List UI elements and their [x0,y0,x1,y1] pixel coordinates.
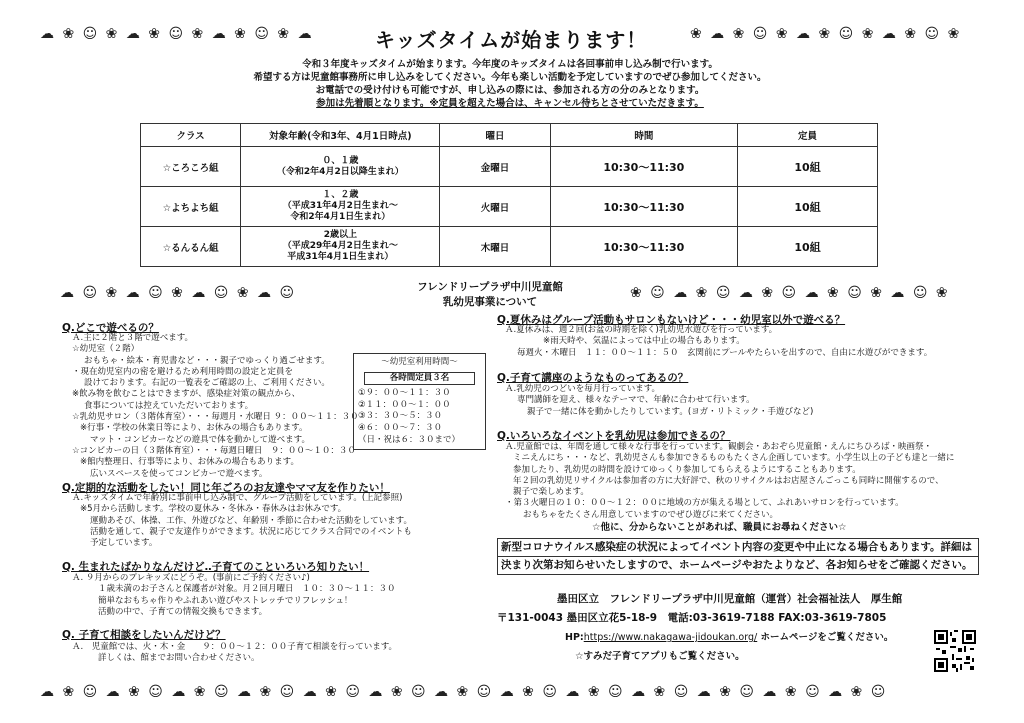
age-line: 平成31年4月1日生まれ） [287,252,394,262]
answer-line: 活動の中で、子育ての情報交換もできます。 [98,606,268,617]
app-line: ☆すみだ子育てアプリもご覧ください。 [575,651,745,662]
decorative-border-bottom: ☁ ❀ ☺ ☁ ❀ ☺ ☁ ❀ ☺ ☁ ❀ ☺ ☁ ❀ ☺ ☁ ❀ ☺ ☁ ❀ ☺ ☁ ❀ ☺ ☁ ❀ ☺ ☁ ❀ ☺ ☁ ❀ ☺ ☁ ❀ ☺ ☁ ❀ ☺ [40,684,888,700]
faq-answer [72,333,359,480]
faq-answer [505,384,813,418]
answer-line: 設けております。右記の一覧表をご確認の上、ご利用ください。 [84,378,330,389]
covid-notice [497,538,979,575]
box-capacity: 各時間定員３名 [364,372,475,386]
intro-line: 希望する方は児童館事務所に申し込みをしてください。今年も楽しい活動を予定していますのでぜひ参加してください。 [253,72,767,83]
table-row [141,227,878,267]
answer-line: Ａ. ９月からのプレキッズにどうぞ。(事前にご予約ください♪) [72,573,310,583]
decorative-border-top-right: ❀ ☁ ❀ ☺ ❀ ☁ ❀ ☺ ❀ ☁ ❀ ☺ ❀ [690,26,962,42]
answer-line: ※館内整理日、行事等により、お休みの場合もあります。 [80,457,299,468]
qr-code-icon[interactable] [934,630,976,672]
answer-line: 運動あそび、体操、工作、外遊びなど、年齢別・季節に合わせた活動をしています。 [90,515,412,526]
table-row [141,187,878,227]
time-slot: （日・祝は６：３０まで） [358,434,461,445]
answer-line: １歳未満のお子さんと保護者が対象。月２回月曜日 １０：３０～１１：３０ [98,584,396,595]
answer-line: 専門講師を迎え、様々なテーマで、年齢に合わせて行います。 [517,395,755,406]
intro-line: 参加は先着順となります。※定員を超えた場合は、キャンセル待ちとさせていただきます。 [316,98,704,109]
faq-question: Q. 生まれたばかりなんだけど‥子育てのこといろいろ知りたい！ [62,561,370,573]
answer-line: Ａ.主に２階と３階で遊べます。 [72,333,194,343]
class-cell: ☆よちよち組 [141,187,241,227]
answer-line: 親子で一緒に体を動かしたりしています。(ヨガ・リトミック・手遊びなど) [527,406,814,417]
intro-line: お電話での受け付けも可能ですが、申し込みの際には、参加される方の分のみとなります。 [315,85,705,96]
faq-question: Q.子育て講座のようなものってあるの？ [497,372,689,384]
age-cell [241,187,440,227]
hp-suffix: ホームページをご覧ください。 [760,632,894,643]
decorative-border-middle-right: ❀ ☺ ☁ ❀ ☺ ☁ ❀ ☺ ☁ ❀ ☺ ❀ ☁ ☺ ❀ [630,285,950,301]
header-capacity: 定員 [738,124,878,147]
answer-line: 参加したり、乳幼児の時間を設けてゆっくり参加してもらえるようにすることもあります。 [513,464,861,475]
answer-line: Ａ.児童館では、年間を通して様々な行事を行っています。観劇会・あおぞら児童館・えんにちひろば・映画祭・ [505,442,933,452]
age-line: （平成31年4月2日生まれ～ [282,201,398,211]
address-line: 〒131-0043 墨田区立花5-18-9 電話:03-3619-7188 FAX:03-3619-7805 [497,612,887,624]
age-line: 令和2年4月1日生まれ） [290,212,391,222]
answer-line: Ａ.キッズタイムで年齢別に事前申し込み制で、グループ活動をしています。(上記参照) [72,493,403,503]
answer-line: 食事については控えていただいております。 [84,400,254,411]
intro-text [230,58,790,110]
age-line: 2歳以上 [323,230,357,240]
time-slot: ②１１：００～１：００ [358,399,451,410]
answer-line: ☆幼児室（２階） [72,344,140,355]
answer-line: ※5月から活動します。学校の夏休み・冬休み・春休みはお休みです。 [80,504,347,515]
day-cell: 金曜日 [440,147,550,187]
answer-line: 毎週火・木曜日 １１：００～１１：５０ 玄関前にプールやたらいを出すので、自由に水遊びができます。 [517,347,933,358]
answer-line: ☆乳幼児サロン（３階体育室）・・・毎週月・水曜日 ９：００～１１：３０ [72,412,359,423]
age-line: （平成29年4月2日生まれ～ [282,241,398,251]
intro-line: 令和３年度キッズタイムが始まります。今年度のキッズタイムは各回事前申し込み制で行います。 [302,59,718,70]
class-cell: ☆ころころ組 [141,147,241,187]
answer-line: ☆コンビカーの日（３階体育室）・・・毎週日曜日 ９：００～１０：３０ [72,445,356,456]
capacity-cell: 10組 [738,227,878,267]
faq-question: Q.夏休みはグループ活動もサロンもないけど・・・幼児室以外で遊べる？ [497,314,846,326]
contact-info [497,590,902,666]
class-cell: ☆るんるん組 [141,227,241,267]
answer-line: 親子で楽しめます。 [513,487,589,498]
faq-question: Q.どこで遊べるの？ [62,322,159,334]
box-title: ～幼児室利用時間～ [381,357,458,367]
faq-question: Q.いろいろなイベントを乳幼児は参加できるの？ [497,430,731,442]
closing-note: ☆他に、分からないことがあれば、職員にお尋ねください☆ [592,522,847,533]
age-line: ０、１歳 [322,155,359,166]
capacity-cell: 10組 [738,187,878,227]
time-cell: 10:30～11:30 [550,187,738,227]
org-name: フレンドリープラザ中川児童館 [417,281,563,293]
answer-line: ※飲み物を飲むことはできますが、感染症対策の観点から、 [72,389,301,400]
faq-question: Q.定期的な活動をしたい！同じ年ごろのお友達やママ友を作りたい！ [62,482,390,494]
answer-line: マット・コンビカーなどの遊具で体を動かして遊べます。 [90,434,310,445]
day-cell: 木曜日 [440,227,550,267]
time-cell: 10:30～11:30 [550,147,738,187]
age-cell [241,147,440,187]
faq-answer [72,493,412,549]
header-day: 曜日 [440,124,550,147]
answer-line: 予定しています。 [90,538,158,549]
answer-line: Ａ.乳幼児のつどいを毎月行っています。 [505,384,661,394]
answer-line: 詳しくは、館までお問い合わせください。 [98,653,260,664]
table-row [141,147,878,187]
table-header-row [141,124,878,147]
notice-line: 決まり次第お知らせいたしますので、ホームページやおたよりなど、各お知らせをご確認ください。 [497,557,979,575]
answer-line: ・第３火曜日の１０：００～１２：００に地域の方が集える場として、ふれあいサロンを行っています。 [505,498,904,509]
answer-line: ミニえんにち・・・など、乳幼児さんも参加できるものもたくさん企画しています。小学生以上の子ども達と一緒に [513,453,955,464]
faq-question: Q. 子育て相談をしたいんだけど？ [62,629,226,641]
answer-line: Ａ.夏休みは、週２回(お盆の時期を除く)乳幼児水遊びを行っています。 [505,325,778,335]
time-cell: 10:30～11:30 [550,227,738,267]
schedule-table [140,123,878,267]
answer-line: ※雨天時や、気温によっては中止の場合もあります。 [543,336,745,347]
faq-answer [505,442,954,521]
room-usage-times-box [353,353,486,450]
answer-line: ※行事・学校の休業日等により、お休みの場合もあります。 [80,423,308,434]
page-title: キッズタイムが始まります！ [375,28,648,52]
homepage-link[interactable]: https://www.nakagawa-jidoukan.org/ [583,632,758,643]
faq-answer [72,573,396,618]
section-heading [390,280,590,310]
time-slot: ①９：００～１１：３０ [358,388,451,399]
answer-line: 活動を通して、親子で友達作りができます。状況に応じてクラス合同でのイベントも [90,526,412,537]
decorative-border-middle-left: ☁ ☺ ❀ ☁ ☺ ❀ ☁ ☺ ❀ ☁ ☺ [60,285,297,301]
age-line: （令和2年4月2日以降生まれ） [276,166,404,177]
answer-line: 年２回の乳幼児リサイクルは参加者の方に大好評で、秋のリサイクルはお店屋さんごっこも同時に開催するので、 [513,475,944,486]
answer-line: おもちゃ・絵本・育児書など・・・親子でゆっくり過ごせます。 [84,355,330,366]
header-time: 時間 [550,124,738,147]
answer-line: ・現在幼児室内の密を避けるため利用時間の設定と定員を [72,366,294,377]
hp-label: HP: [565,632,584,643]
decorative-border-top-left: ☁ ❀ ☺ ❀ ☁ ❀ ☺ ❀ ☁ ❀ ☺ ❀ ☁ [40,26,314,42]
section-title: 乳幼児事業について [442,296,538,308]
answer-line: 広いスペースを使ってコンビカーで遊べます。 [90,468,268,479]
faq-answer [72,642,397,665]
day-cell: 火曜日 [440,187,550,227]
age-cell [241,227,440,267]
header-class: クラス [141,124,241,147]
answer-line: おもちゃをたくさん用意していますのでぜひ遊びに来てください。 [523,509,779,520]
time-slot: ③３：３０～５：３０ [358,411,443,422]
notice-line: 新型コロナウイルス感染症の状況によってイベント内容の変更や中止になる場合もあります。詳細は [497,538,979,557]
age-line: １、２歳 [322,190,359,200]
answer-line: 簡単なおもちゃ作りやふれあい遊びやストレッチでリフレッシュ！ [98,595,353,606]
time-slot: ④６：００～７：３０ [358,422,443,433]
answer-line: Ａ. 児童館では、火・木・金 ９：００～１２：００子育て相談を行っています。 [72,642,398,652]
capacity-cell: 10組 [738,147,878,187]
header-age: 対象年齢(令和3年、4月1日時点) [241,124,440,147]
faq-answer [505,325,932,359]
operator-line: 墨田区立 フレンドリープラザ中川児童館（運営）社会福祉法人 厚生館 [557,593,903,605]
homepage-line [497,628,902,647]
